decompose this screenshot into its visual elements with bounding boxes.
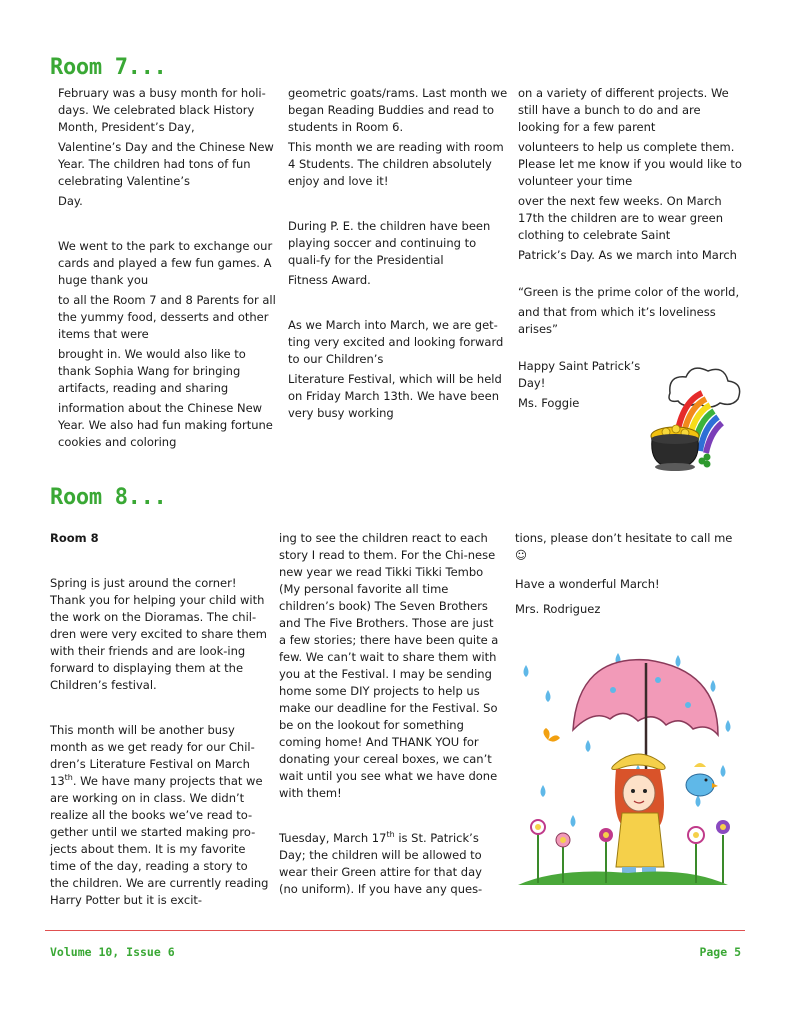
room8-column-1 <box>50 530 270 909</box>
footer-volume: Volume 10, Issue 6 <box>50 945 175 959</box>
paragraph: We went to the park to exchange our cards and played a few fun games. A huge thank you <box>58 239 273 287</box>
paragraph: Patrick’s Day. As we march into March <box>518 248 737 262</box>
paragraph: February was a busy month for holi-days. We celebrated black History Month, President’s Day, <box>58 86 266 134</box>
paragraph: to all the Room 7 and 8 Parents for all the yummy food, desserts and other items that were <box>58 293 276 341</box>
paragraph: Valentine’s Day and the Chinese New Year. The children had tons of fun celebrating Valentine’s <box>58 140 274 188</box>
paragraph: During P. E. the children have been playing soccer and continuing to quali-fy for the Presidential <box>288 219 491 267</box>
paragraph: Spring is just around the corner! Thank you for helping your child with the work on the Dioramas. The chil-dren were very excited to share them with their friends and are look-ing forward to displaying them at the Children’s festival. <box>50 576 267 692</box>
paragraph: tions, please don’t hesitate to call me ☺ <box>515 531 733 562</box>
rainbow-pot-of-gold-icon <box>640 363 750 475</box>
paragraph: Literature Festival, which will be held on Friday March 13th. We have been very busy working <box>288 372 502 420</box>
section-title: Room 8 <box>50 531 99 545</box>
paragraph: Tuesday, March 17th is St. Patrick’s Day; the children will be allowed to wear their Green attire for that day (no uniform). If you have any ques- <box>279 830 483 896</box>
quote: and that from which it’s loveliness arises” <box>518 305 716 336</box>
footer-rule <box>45 930 745 931</box>
paragraph: Have a wonderful March! <box>515 577 660 591</box>
paragraph: This month will be another busy month as we get ready for our Chil-dren’s Literature Festival on March 13th. We have many projects that we are working on in class. We didn’t realize all the books we’ve read to-gether until we started making pro-jects about them. It is my favorite time of the day, reading a story to the children. We are currently reading Harry Potter but it is excit- <box>50 723 269 907</box>
room7-heading: Room 7... <box>50 55 167 80</box>
greeting: Happy Saint Patrick’s Day! <box>518 359 641 390</box>
paragraph: on a variety of different projects. We still have a bunch to do and are looking for a few parent <box>518 86 729 134</box>
footer-page-number: Page 5 <box>699 945 741 959</box>
paragraph: over the next few weeks. On March 17th the children are to wear green clothing to celebrate Saint <box>518 194 723 242</box>
girl-with-umbrella-icon <box>518 645 743 895</box>
room7-column-1 <box>58 85 280 451</box>
room7-column-2 <box>288 85 510 422</box>
signature: Mrs. Rodriguez <box>515 602 601 616</box>
paragraph: volunteers to help us complete them. Please let me know if you would like to volunteer your time <box>518 140 742 188</box>
paragraph: As we March into March, we are get-ting very excited and looking forward to our Children’s <box>288 318 504 366</box>
paragraph: Fitness Award. <box>288 273 371 287</box>
room8-column-2 <box>279 530 499 898</box>
quote: “Green is the prime color of the world, <box>518 285 740 299</box>
room8-heading: Room 8... <box>50 485 167 510</box>
paragraph: This month we are reading with room 4 Students. The children absolutely enjoy and love it! <box>288 140 504 188</box>
paragraph: information about the Chinese New Year. We also had fun making fortune cookies and coloring <box>58 401 273 449</box>
paragraph: geometric goats/rams. Last month we began Reading Buddies and read to students in Room 6. <box>288 86 508 134</box>
paragraph: brought in. We would also like to thank Sophia Wang for bringing artifacts, reading and sharing <box>58 347 246 395</box>
signature: Ms. Foggie <box>518 396 580 410</box>
paragraph: ing to see the children react to each story I read to them. For the Chi-nese new year we read Tikki Tikki Tembo (My personal favorite all time children’s book) The Seven Brothers and The Five Brothers. Those are just a few stories; there have been quite a few. We can’t wait to share them with you at the Festival. I may be sending home some DIY projects to help us make our deadline for the Festival. So be on the lookout for something coming home! And THANK YOU for donating your cereal boxes, we can’t wait until you see what we have done with them! <box>279 531 499 800</box>
room8-column-3 <box>515 530 743 618</box>
paragraph: Day. <box>58 194 83 208</box>
